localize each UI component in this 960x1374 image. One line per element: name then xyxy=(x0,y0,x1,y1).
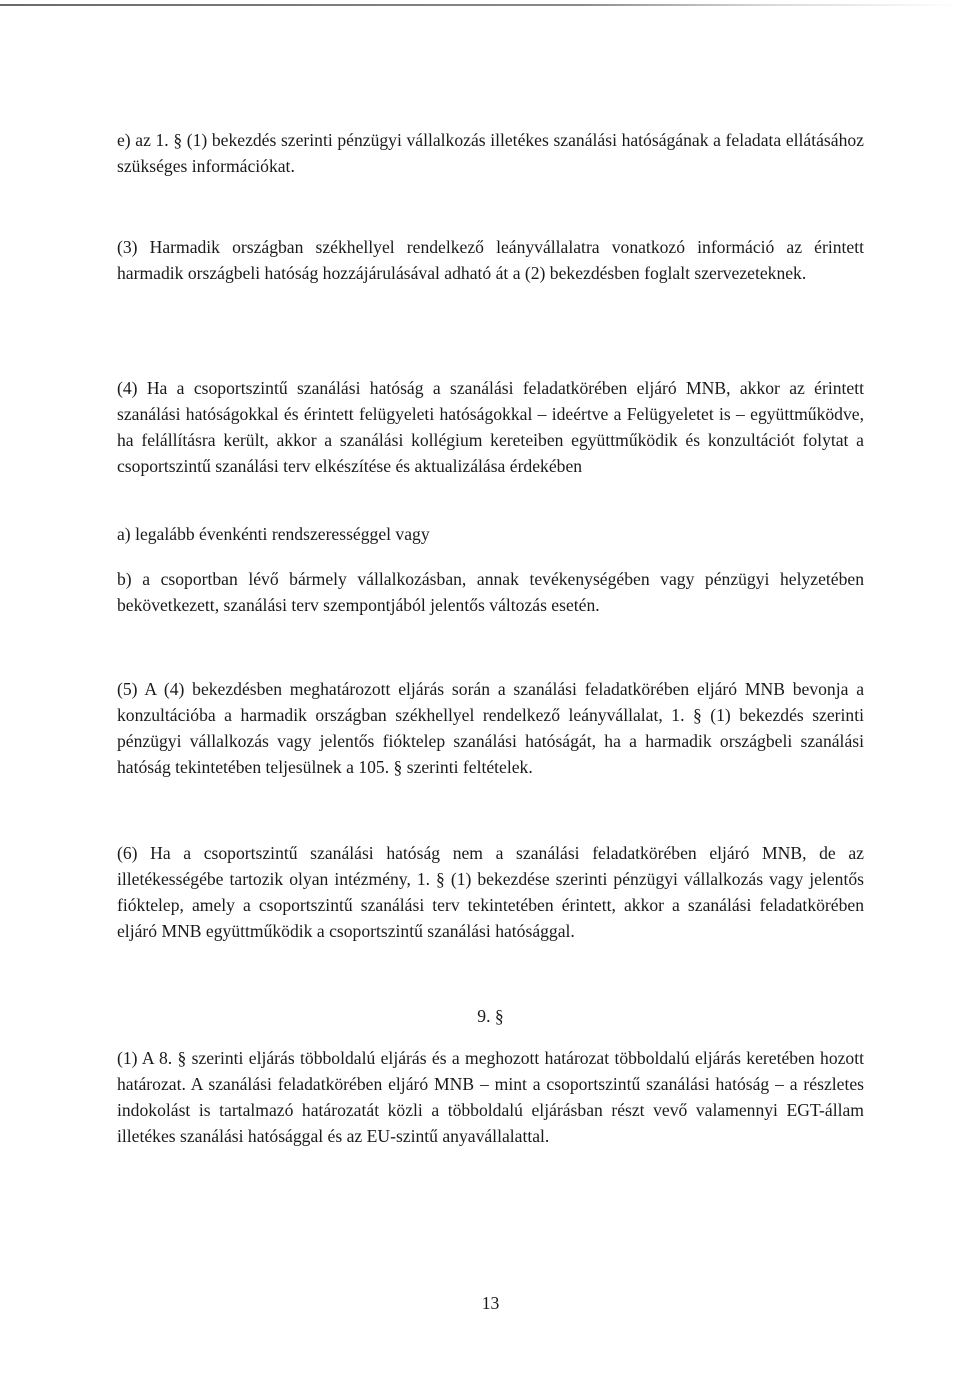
paragraph-4a: a) legalább évenkénti rendszerességgel vagy xyxy=(117,524,430,544)
section-heading: 9. § xyxy=(477,1006,504,1026)
paragraph-e: e) az 1. § (1) bekezdés szerinti pénzügyi vállalkozás illetékes szanálási hatóságának a feladata ellátásához szükséges információkat. xyxy=(117,130,864,176)
scan-top-edge xyxy=(0,4,960,6)
paragraph-4b: b) a csoportban lévő bármely vállalkozásban, annak tevékenységében vagy pénzügyi helyzetében bekövetkezett, szanálási terv szempontjából jelentős változás esetén. xyxy=(117,569,864,615)
paragraph-3: (3) Harmadik országban székhellyel rendelkező leányvállalatra vonatkozó információ az érintett harmadik országbeli hatóság hozzájárulásával adható át a (2) bekezdésben foglalt szervezeteknek. xyxy=(117,237,864,283)
section-9-paragraph-1: (1) A 8. § szerinti eljárás többoldalú eljárás és a meghozott határozat többoldalú eljárás keretében hozott határozat. A szanálási feladatkörében eljáró MNB – mint a csoportszintű szanálási hatóság – a részletes indokolást is tartalmazó határozatát közli a többoldalú eljárásban részt vevő valamennyi EGT-állam illetékes szanálási hatósággal és az EU-szintű anyavállalattal. xyxy=(117,1048,864,1146)
page-number: 13 xyxy=(481,1293,500,1313)
paragraph-4: (4) Ha a csoportszintű szanálási hatóság a szanálási feladatkörében eljáró MNB, akkor az érintett szanálási hatóságokkal és érintett felügyeleti hatóságokkal – ideértve a Felügyeletet is – együttműködve, ha felállításra került, akkor a szanálási kollégium kereteiben együttműködik és konzultációt folytat a csoportszintű szanálási terv elkészítése és aktualizálása érdekében xyxy=(117,378,864,476)
paragraph-5: (5) A (4) bekezdésben meghatározott eljárás során a szanálási feladatkörében eljáró MNB bevonja a konzultációba a harmadik országban székhellyel rendelkező leányvállalat, 1. § (1) bekezdés szerinti pénzügyi vállalkozás vagy jelentős fióktelep szanálási hatóságát, ha a harmadik országbeli szanálási hatóság tekintetében teljesülnek a 105. § szerinti feltételek. xyxy=(117,679,864,777)
paragraph-6: (6) Ha a csoportszintű szanálási hatóság nem a szanálási feladatkörében eljáró MNB, de az illetékességébe tartozik olyan intézmény, 1. § (1) bekezdése szerinti pénzügyi vállalkozás vagy jelentős fióktelep, amely a csoportszintű szanálási terv tekintetében érintett, akkor a szanálási feladatkörében eljáró MNB együttműködik a csoportszintű szanálási hatósággal. xyxy=(117,843,864,941)
